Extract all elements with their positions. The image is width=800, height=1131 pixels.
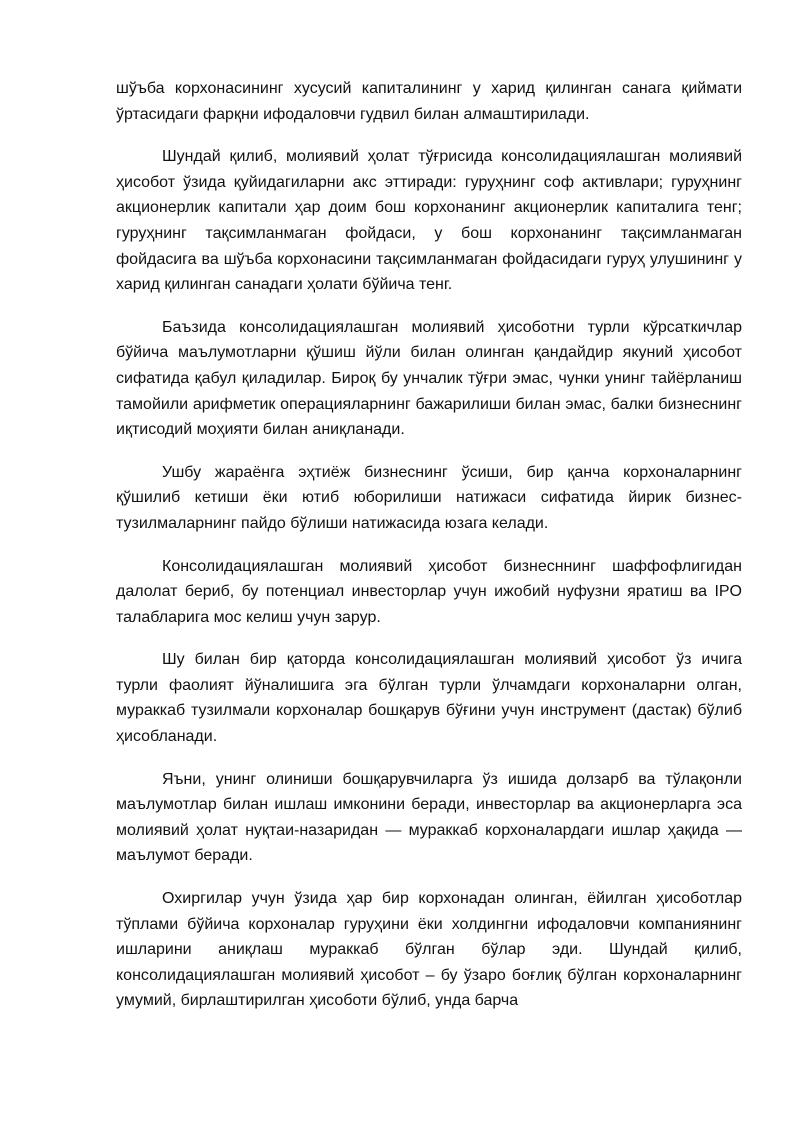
paragraph-4: Ушбу жараёнга эҳтиёж бизнеснинг ўсиши, бир қанча корхоналарнинг қўшилиб кетиши ёки ютиб юборилиши натижаси сифатида йирик бизнес-тузилмаларнинг пайдо бўлиши натижасида юзага келади. [116, 463, 742, 532]
paragraph-1: шўъба корхонасининг хусусий капиталининг у харид қилинган санага қиймати ўртасидаги фарқни ифодаловчи гудвил билан алмаштирилади. [116, 80, 742, 123]
paragraph-3: Баъзида консолидациялашган молиявий ҳисоботни турли кўрсаткичлар бўйича маълумотларни қўшиш йўли билан олинган қандайдир якуний ҳисобот сифатида қабул қиладилар. Бироқ бу унчалик тўғри эмас, чунки унинг тайёрланиш тамойили арифметик операцияларнинг бажарилиши билан эмас, балки бизнеснинг иқтисодий моҳияти билан аниқланади. [116, 318, 742, 439]
paragraph-2: Шундай қилиб, молиявий ҳолат тўғрисида консолидациялашган молиявий ҳисобот ўзида қуйидагиларни акс эттиради: гуруҳнинг соф активлари; гуруҳнинг акционерлик капитали ҳар доим бош корхонанинг акционерлик капиталига тенг; гуруҳнинг тақсимланмаган фойдаси, у бош корхонанинг тақсимланмаган фойдасига ва шўъба корхонасини тақсимланмаган фойдасидаги гуруҳ улушининг у харид қилинган санадаги ҳолати бўйича тенг. [116, 148, 742, 294]
paragraph-5: Консолидациялашган молиявий ҳисобот бизнесннинг шаффофлигидан далолат бериб, бу потенциал инвесторлар учун ижобий нуфузни яратиш ва IPO талабларига мос келиш учун зарур. [116, 557, 742, 626]
paragraph-7: Яъни, унинг олиниши бошқарувчиларга ўз ишида долзарб ва тўлақонли маълумотлар билан ишлаш имконини беради, инвесторлар ва акционерларга эса молиявий ҳолат нуқтаи-назаридан — мураккаб корхоналардаги ишлар ҳақида —маълумот беради. [116, 770, 742, 865]
paragraph-6: Шу билан бир қаторда консолидациялашган молиявий ҳисобот ўз ичига турли фаолият йўналишига эга бўлган турли ўлчамдаги корхоналарни олган, мураккаб тузилмали корхоналар бошқарув бўғини учун инструмент (дастак) бўлиб ҳисобланади. [116, 651, 742, 746]
paragraph-8: Охиргилар учун ўзида ҳар бир корхонадан олинган, ёйилган ҳисоботлар тўплами бўйича корхоналар гуруҳини ёки холдингни ифодаловчи компаниянинг ишларини аниқлаш мураккаб бўлган бўлар эди. Шундай қилиб, консолидациялашган молиявий ҳисобот – бу ўзаро боғлиқ бўлган корхоналарнинг умумий, бирлаштирилган ҳисоботи бўлиб, унда барча [116, 890, 742, 1010]
document-page [116, 76, 742, 1031]
